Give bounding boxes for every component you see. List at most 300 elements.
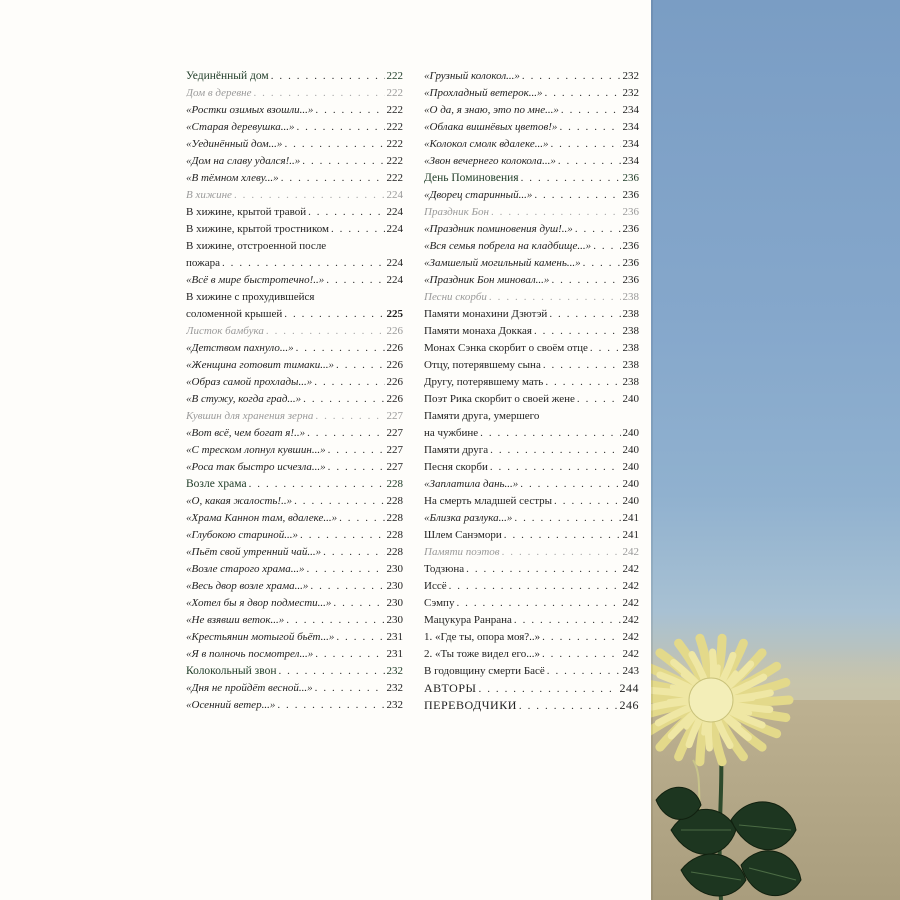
toc-leader-dots: [286, 612, 384, 629]
toc-entry: [424, 85, 639, 102]
toc-entry-page: 230: [386, 597, 403, 609]
toc-leader-dots: [456, 595, 620, 612]
toc-leader-dots: [545, 374, 620, 391]
toc-entry-page: 242: [622, 580, 639, 592]
toc-entry: [424, 272, 639, 289]
toc-entry-page: 232: [622, 87, 639, 99]
toc-leader-dots: [249, 476, 385, 493]
toc-entry: [424, 408, 639, 425]
toc-entry-title: В хижине, крытой травой: [186, 206, 307, 218]
toc-entry: [186, 374, 403, 391]
toc-entry-title: «Храма Каннон там, вдалеке...»: [186, 512, 338, 524]
toc-entry: [424, 238, 639, 255]
toc-entry-title: Возле храма: [186, 478, 247, 490]
toc-entry-page: 226: [386, 376, 403, 388]
toc-leader-dots: [547, 663, 621, 680]
toc-entry-page: 242: [622, 563, 639, 575]
toc-entry-page: 222: [386, 155, 403, 167]
toc-entry-title: Памяти монахини Дзютэй: [424, 308, 548, 320]
toc-entry-page: 234: [622, 155, 639, 167]
toc-entry-title: пожара: [186, 257, 220, 269]
toc-leader-dots: [315, 646, 384, 663]
toc-entry: [186, 289, 403, 306]
toc-entry: [424, 204, 639, 221]
toc-entry-page: 228: [386, 512, 403, 524]
toc-entry-page: 240: [622, 427, 639, 439]
toc-leader-dots: [306, 561, 384, 578]
toc-leader-dots: [559, 119, 620, 136]
toc-entry: [424, 119, 639, 136]
toc-entry-title: «Не взявши веток...»: [186, 614, 285, 626]
toc-entry: [186, 204, 403, 221]
toc-entry-title: АВТОРЫ: [424, 681, 477, 695]
toc-entry-page: 228: [386, 495, 403, 507]
toc-entry: [186, 221, 403, 238]
toc-leader-dots: [333, 595, 384, 612]
toc-entry: [424, 255, 639, 272]
toc-entry-title: «Возле старого храма...»: [186, 563, 305, 575]
toc-entry: [424, 612, 639, 629]
toc-entry: [186, 680, 403, 697]
toc-entry: [186, 119, 403, 136]
toc-entry-page: 224: [386, 223, 403, 235]
toc-entry: [424, 136, 639, 153]
toc-leader-dots: [550, 136, 620, 153]
toc-entry: [186, 153, 403, 170]
toc-entry-title: «Дом на славу удался!..»: [186, 155, 301, 167]
toc-leader-dots: [542, 646, 621, 663]
toc-entry: [186, 187, 403, 204]
toc-entry: [424, 153, 639, 170]
toc-entry-page: 238: [622, 308, 639, 320]
toc-entry-page: 231: [386, 631, 403, 643]
toc-entry: [424, 425, 639, 442]
toc-entry: [186, 544, 403, 561]
toc-leader-dots: [271, 68, 385, 85]
toc-entry: [186, 476, 403, 493]
toc-entry-title: «Замшелый могильный камень...»: [424, 257, 581, 269]
toc-entry-title: День Поминовения: [424, 172, 519, 184]
toc-leader-dots: [534, 323, 621, 340]
toc-entry: [424, 663, 639, 680]
toc-entry-page: 244: [619, 681, 639, 695]
toc-leader-dots: [522, 68, 621, 85]
toc-entry-title: Другу, потерявшему мать: [424, 376, 544, 388]
toc-entry-page: 230: [386, 563, 403, 575]
toc-entry-title: «Праздник Бон миновал...»: [424, 274, 550, 286]
toc-entry-title: В хижине, отстроенной после: [186, 240, 327, 252]
toc-entry-title: «Женщина готовит тимаки...»: [186, 359, 334, 371]
toc-entry-title: 2. «Ты тоже видел его...»: [424, 648, 540, 660]
toc-entry-title: Песня скорби: [424, 461, 488, 473]
toc-entry: [186, 510, 403, 527]
toc-leader-dots: [519, 698, 618, 714]
toc-leader-dots: [278, 663, 384, 680]
toc-entry-page: 240: [622, 393, 639, 405]
toc-entry-title: «Колокол смолк вдалеке...»: [424, 138, 549, 150]
toc-entry: [424, 680, 639, 697]
toc-entry-page: 222: [386, 121, 403, 133]
toc-entry-page: 226: [386, 393, 403, 405]
toc-entry-page: 234: [622, 121, 639, 133]
toc-entry: [424, 102, 639, 119]
toc-entry-page: 231: [386, 648, 403, 660]
toc-entry-page: 242: [622, 631, 639, 643]
toc-leader-dots: [514, 612, 621, 629]
toc-entry-page: 230: [386, 614, 403, 626]
toc-entry-title: Мацукура Ранрана: [424, 614, 512, 626]
toc-entry-title: Тодзюна: [424, 563, 465, 575]
toc-leader-dots: [490, 459, 621, 476]
toc-entry-title: «О, какая жалость!..»: [186, 495, 293, 507]
toc-leader-dots: [590, 340, 621, 357]
toc-entry: [186, 493, 403, 510]
toc-entry-page: 238: [622, 359, 639, 371]
toc-entry-page: 224: [386, 189, 403, 201]
toc-entry-title: Памяти монаха Доккая: [424, 325, 532, 337]
toc-entry-title: «Весь двор возле храма...»: [186, 580, 309, 592]
toc-entry: [424, 595, 639, 612]
toc-entry-page: 236: [622, 257, 639, 269]
toc-entry-title: «Образ самой прохлады...»: [186, 376, 313, 388]
toc-entry-page: 241: [622, 512, 639, 524]
toc-entry: [424, 544, 639, 561]
toc-leader-dots: [308, 204, 384, 221]
toc-entry-page: 236: [622, 223, 639, 235]
toc-entry: [186, 595, 403, 612]
toc-entry: [186, 459, 403, 476]
toc-leader-dots: [253, 85, 384, 102]
toc-leader-dots: [310, 578, 384, 595]
toc-entry: [186, 136, 403, 153]
toc-leader-dots: [336, 629, 384, 646]
toc-entry-title: Памяти поэтов: [424, 546, 500, 558]
toc-entry-title: «Грузный колокол...»: [424, 70, 520, 82]
toc-leader-dots: [307, 425, 384, 442]
toc-leader-dots: [583, 255, 621, 272]
toc-leader-dots: [294, 493, 384, 510]
toc-entry: [186, 663, 403, 680]
toc-entry-page: 232: [386, 699, 403, 711]
toc-entry-title: В годовщину смерти Басё: [424, 665, 545, 677]
toc-entry-page: 227: [386, 461, 403, 473]
toc-entry-title: «Праздник поминовения душ!..»: [424, 223, 573, 235]
toc-entry-page: 242: [622, 546, 639, 558]
toc-entry-page: 224: [386, 257, 403, 269]
toc-entry-title: «Глубокою стариной...»: [186, 529, 298, 541]
toc-entry: [186, 629, 403, 646]
toc-entry: [186, 85, 403, 102]
toc-leader-dots: [504, 527, 621, 544]
toc-entry-page: 242: [622, 648, 639, 660]
toc-entry: [424, 578, 639, 595]
toc-entry-title: «Всё в мире быстротечно!..»: [186, 274, 325, 286]
toc-leader-dots: [284, 306, 384, 323]
toc-entry: [186, 272, 403, 289]
toc-leader-dots: [328, 442, 385, 459]
toc-entry-page: 236: [622, 172, 639, 184]
toc-entry: [186, 561, 403, 578]
toc-leader-dots: [490, 442, 620, 459]
toc-leader-dots: [277, 697, 384, 714]
toc-entry-page: 240: [622, 461, 639, 473]
toc-entry-title: «Дворец старинный...»: [424, 189, 533, 201]
toc-entry-title: 1. «Где ты, опора моя?..»: [424, 631, 541, 643]
toc-entry: [424, 527, 639, 544]
toc-entry-title: «В стужу, когда град...»: [186, 393, 302, 405]
toc-column-right: [424, 68, 639, 714]
toc-leader-dots: [266, 323, 385, 340]
toc-leader-dots: [284, 136, 384, 153]
toc-leader-dots: [331, 221, 385, 238]
toc-entry-title: В хижине: [186, 189, 232, 201]
toc-column-left: [186, 68, 403, 714]
toc-leader-dots: [281, 170, 385, 187]
toc-entry: [186, 442, 403, 459]
toc-entry: [424, 289, 639, 306]
toc-entry-page: 240: [622, 495, 639, 507]
toc-entry: [424, 476, 639, 493]
toc-entry-title: на чужбине: [424, 427, 479, 439]
toc-entry: [186, 425, 403, 442]
toc-leader-dots: [296, 119, 384, 136]
toc-leader-dots: [328, 459, 385, 476]
toc-entry-page: 228: [386, 529, 403, 541]
toc-entry-title: Памяти друга, умершего: [424, 410, 540, 422]
toc-entry-title: «С треском лопнул кувшин...»: [186, 444, 326, 456]
toc-entry-page: 236: [622, 206, 639, 218]
toc-entry-page: 227: [386, 410, 403, 422]
toc-entry-page: 243: [622, 665, 639, 677]
toc-entry-page: 228: [386, 478, 403, 490]
toc-entry-title: Листок бамбука: [186, 325, 264, 337]
toc-entry: [424, 221, 639, 238]
toc-entry-title: «В тёмном хлеву...»: [186, 172, 279, 184]
toc-entry-page: 226: [386, 342, 403, 354]
toc-leader-dots: [577, 391, 621, 408]
toc-entry-page: 246: [619, 698, 639, 712]
toc-entry: [424, 442, 639, 459]
toc-leader-dots: [315, 408, 384, 425]
toc-leader-dots: [542, 629, 620, 646]
toc-entry-title: «Дня не пройдёт весной...»: [186, 682, 313, 694]
toc-leader-dots: [315, 102, 384, 119]
toc-entry-page: 227: [386, 444, 403, 456]
toc-entry: [424, 561, 639, 578]
toc-entry: [186, 340, 403, 357]
toc-entry-title: «Близка разлука...»: [424, 512, 513, 524]
toc-entry-title: «Старая деревушка...»: [186, 121, 295, 133]
toc-entry-title: Сэмпу: [424, 597, 455, 609]
toc-entry-page: 232: [386, 682, 403, 694]
toc-entry: [424, 306, 639, 323]
toc-entry-title: «Вся семья побрела на кладбище...»: [424, 240, 592, 252]
toc-leader-dots: [480, 425, 620, 442]
toc-entry-title: В хижине, крытой тростником: [186, 223, 329, 235]
toc-entry-page: 238: [622, 342, 639, 354]
toc-entry: [424, 187, 639, 204]
toc-leader-dots: [326, 272, 384, 289]
toc-entry-page: 242: [622, 597, 639, 609]
toc-leader-dots: [593, 238, 620, 255]
toc-leader-dots: [303, 391, 384, 408]
toc-entry-title: Колокольный звон: [186, 665, 277, 677]
toc-entry-page: 222: [386, 172, 403, 184]
toc-entry-title: Кувшин для хранения зерна: [186, 410, 314, 422]
toc-entry: [186, 306, 403, 323]
toc-leader-dots: [558, 153, 621, 170]
toc-entry-page: 222: [386, 87, 403, 99]
toc-entry: [424, 493, 639, 510]
toc-entry-title: Иссё: [424, 580, 447, 592]
toc-entry-page: 236: [622, 240, 639, 252]
toc-entry: [186, 170, 403, 187]
toc-entry-page: 224: [386, 274, 403, 286]
toc-leader-dots: [520, 476, 620, 493]
toc-entry-title: На смерть младшей сестры: [424, 495, 553, 507]
toc-entry-page: 234: [622, 138, 639, 150]
toc-entry-title: «Ростки озимых взошли...»: [186, 104, 314, 116]
toc-entry: [186, 612, 403, 629]
toc-leader-dots: [549, 306, 620, 323]
toc-entry-page: 228: [386, 546, 403, 558]
toc-entry-page: 236: [622, 274, 639, 286]
toc-entry-title: ПЕРЕВОДЧИКИ: [424, 698, 517, 712]
toc-entry: [424, 340, 639, 357]
toc-leader-dots: [315, 680, 385, 697]
toc-entry-page: 226: [386, 325, 403, 337]
toc-leader-dots: [479, 681, 618, 697]
toc-leader-dots: [336, 357, 385, 374]
toc-entry-page: 222: [386, 138, 403, 150]
toc-leader-dots: [521, 170, 621, 187]
toc-entry-page: 222: [386, 70, 403, 82]
toc-leader-dots: [296, 340, 385, 357]
toc-entry-page: 225: [386, 308, 403, 320]
toc-entry-title: «Заплатила дань...»: [424, 478, 519, 490]
toc-entry: [186, 391, 403, 408]
toc-leader-dots: [502, 544, 621, 561]
toc-entry-title: Праздник Бон: [424, 206, 489, 218]
toc-entry: [424, 391, 639, 408]
toc-leader-dots: [323, 544, 384, 561]
toc-entry: [424, 697, 639, 714]
toc-entry-title: «Облака вишнёвых цветов!»: [424, 121, 558, 133]
toc-entry-title: Памяти друга: [424, 444, 489, 456]
toc-entry-page: 224: [386, 206, 403, 218]
toc-entry-page: 242: [622, 614, 639, 626]
toc-entry-title: «Осенний ветер...»: [186, 699, 276, 711]
toc-leader-dots: [449, 578, 621, 595]
toc-entry-title: Монах Сэнка скорбит о своём отце: [424, 342, 588, 354]
toc-entry-title: Дом в деревне: [186, 87, 252, 99]
toc-entry: [424, 459, 639, 476]
toc-entry-title: «Прохладный ветерок...»: [424, 87, 543, 99]
flower-icon: [651, 0, 900, 900]
toc-leader-dots: [551, 272, 620, 289]
toc-entry-page: 238: [622, 291, 639, 303]
toc-entry-title: Поэт Рика скорбит о своей жене: [424, 393, 575, 405]
toc-entry: [186, 323, 403, 340]
toc-entry: [186, 408, 403, 425]
toc-entry: [424, 170, 639, 187]
toc-entry: [424, 357, 639, 374]
toc-entry-title: «Хотел бы я двор подмести...»: [186, 597, 332, 609]
toc-entry: [186, 527, 403, 544]
toc-entry: [186, 357, 403, 374]
toc-entry: [424, 323, 639, 340]
toc-entry-page: 232: [622, 70, 639, 82]
toc-leader-dots: [300, 527, 385, 544]
toc-entry-title: Песни скорби: [424, 291, 487, 303]
toc-entry: [424, 510, 639, 527]
toc-leader-dots: [514, 510, 620, 527]
toc-entry: [186, 238, 403, 255]
toc-leader-dots: [302, 153, 384, 170]
toc-entry-page: 240: [622, 478, 639, 490]
toc-leader-dots: [545, 85, 621, 102]
toc-entry-page: 238: [622, 376, 639, 388]
toc-entry: [424, 374, 639, 391]
toc-entry-title: «Звон вечернего колокола...»: [424, 155, 556, 167]
toc-entry: [186, 68, 403, 85]
toc-entry: [186, 697, 403, 714]
toc-leader-dots: [534, 187, 620, 204]
toc-entry: [186, 255, 403, 272]
toc-entry: [424, 68, 639, 85]
toc-entry-title: «Пьёт свой утренний чай...»: [186, 546, 322, 558]
toc-entry-title: Уединённый дом: [186, 70, 269, 82]
toc-entry-page: 241: [622, 529, 639, 541]
toc-leader-dots: [222, 255, 385, 272]
toc-entry-title: Отцу, потерявшему сына: [424, 359, 541, 371]
toc-entry: [424, 629, 639, 646]
chrysanthemum-illustration: [651, 0, 900, 900]
toc-leader-dots: [543, 357, 621, 374]
toc-leader-dots: [339, 510, 384, 527]
toc-entry-title: «Детством пахнуло...»: [186, 342, 294, 354]
toc-entry-page: 222: [386, 104, 403, 116]
toc-entry-page: 234: [622, 104, 639, 116]
toc-leader-dots: [489, 289, 621, 306]
toc-entry: [186, 102, 403, 119]
toc-entry-page: 227: [386, 427, 403, 439]
toc-leader-dots: [575, 221, 621, 238]
toc-entry-title: «Роса так быстро исчезла...»: [186, 461, 326, 473]
toc-entry-title: «Я в полночь посмотрел...»: [186, 648, 314, 660]
toc-leader-dots: [491, 204, 621, 221]
toc-entry-page: 236: [622, 189, 639, 201]
toc-entry: [186, 646, 403, 663]
toc-leader-dots: [554, 493, 620, 510]
toc-entry-title: В хижине с прохудившейся: [186, 291, 315, 303]
toc-entry-page: 230: [386, 580, 403, 592]
toc-entry: [424, 646, 639, 663]
toc-entry-page: 232: [386, 665, 403, 677]
toc-entry-page: 226: [386, 359, 403, 371]
toc-entry-title: «Крестьянин мотыгой бьёт...»: [186, 631, 335, 643]
toc-leader-dots: [314, 374, 384, 391]
toc-entry-title: «Уединённый дом...»: [186, 138, 283, 150]
toc-entry-title: «О да, я знаю, это по мне...»: [424, 104, 559, 116]
toc-leader-dots: [234, 187, 385, 204]
toc-leader-dots: [466, 561, 620, 578]
toc-entry-title: Шлем Санэмори: [424, 529, 502, 541]
toc-leader-dots: [561, 102, 621, 119]
page-edge: [651, 0, 653, 900]
toc-entry-title: соломенной крышей: [186, 308, 283, 320]
toc-entry: [186, 578, 403, 595]
